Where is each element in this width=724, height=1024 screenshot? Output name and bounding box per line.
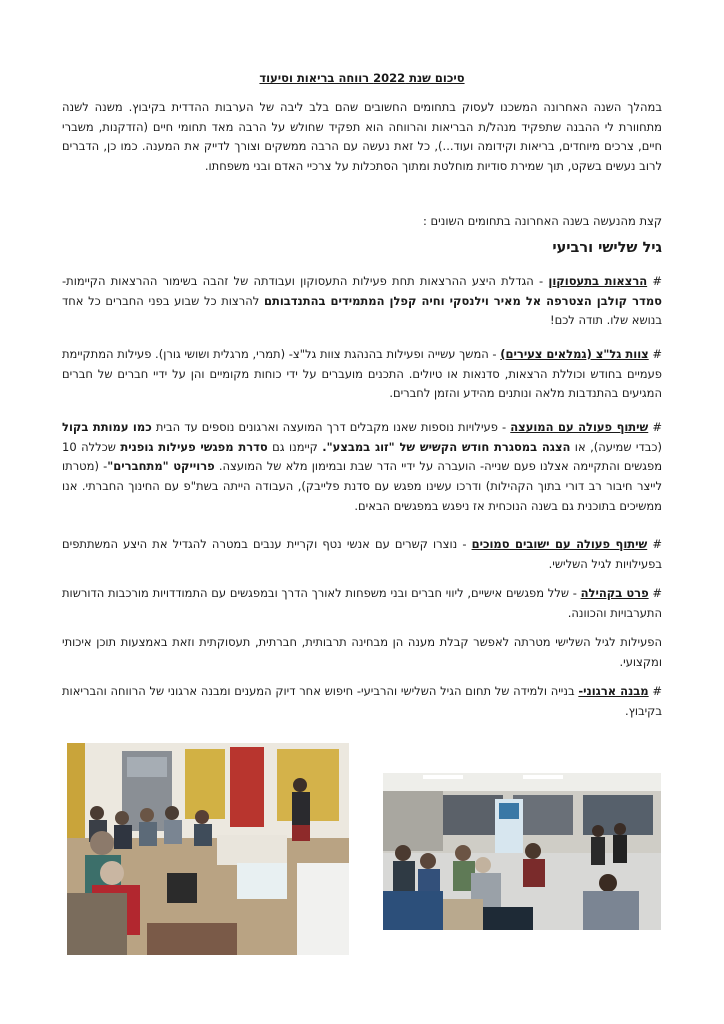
item-text: - פעילויות נוספות שאנו מקבלים דרך המועצה וארגונים נוספים עד הבית (151, 420, 511, 434)
item-text: בנייה ולמידה של תחום הגיל השלישי והרביעי- חיפוש אחר דיוק המענים ומבנה ארגוני של הרווחה והבריאות בקיבוץ. (62, 684, 662, 718)
lead-text: קצת מהנעשה בשנה האחרונה בתחומים השונים : (423, 214, 662, 228)
item-text: (כבדי שמיעה), או (570, 439, 662, 454)
item-org-structure (62, 682, 662, 721)
item-text: - (מטרתו לייצר חיבור רב דורי בתוך הקהילות) ודרכו עשינו מפגש עם סדנת פלייבק), העבודה הייתה בשת"פ עם החינוך החברתי. אנו ממשיכים בתוכנית גם בשנה הנוכחית אז ניפגש במפגשים הבאים. (62, 459, 662, 513)
item-label: שיתוף פעולה עם ישובים סמוכים (471, 537, 648, 551)
item-text: שכללה 10 מפגשים והתקיימה אצלנו פעם שנייה- הועברה על ידיי הדר שבת ובמימון מלא של המועצה. (62, 439, 663, 474)
item-text: - שלל מפגשים אישיים, ליווי חברים ובני משפחות לאורך הדרך ובמפגשים עם התמודדויות מורכבות הדורשות התערבויות והכוונה. (62, 586, 662, 620)
item-text: להרצות כל שבוע בפני החברים כל אחד בנושא שלו. תודה לכם! (62, 293, 662, 328)
item-hash: # (648, 586, 663, 600)
item-hash: # (647, 274, 662, 288)
item-galatz-team (62, 345, 662, 404)
photo-lecture-room (67, 743, 349, 955)
item-text: קיימנו גם (267, 439, 323, 454)
item-hash: # (648, 684, 663, 698)
photo-icon (67, 743, 349, 955)
closing-paragraph: הפעילות לגיל השלישי מטרתה לאפשר קבלת מענה הן מבחינה תרבותית, חברתית, תעסוקתית וזאת באמצעות תוכן איכותי ומקצועי. (62, 635, 662, 669)
photo-icon (383, 773, 661, 930)
item-bold: כמו עמותת בקול (62, 420, 152, 434)
item-bold: הצגה במסגרת חודש הקשיש של "זוג במבצע". (322, 439, 571, 454)
item-lectures (62, 272, 662, 331)
photo-hall-meeting (383, 773, 661, 930)
page-title: סיכום שנת 2022 רווחה בריאות וסיעוד (259, 71, 465, 85)
item-nearby-settlements (62, 535, 662, 574)
section-heading: גיל שלישי ורביעי (552, 240, 662, 256)
item-hash: # (648, 347, 662, 361)
item-bold: סמדר קולבן הצטרפה אל מאיר וילנסקי וחיה קפלן המתמידים בהתנדבותם (263, 293, 662, 308)
item-hash: # (648, 420, 662, 434)
item-bold: סדרת מפגשי פעילות גופנית (120, 439, 268, 454)
item-text: - הגדלת היצע ההרצאות תחת פעילות התעסוקון ועבודתה של זהבה בשימור ההרצאות הקיימות- (62, 274, 549, 288)
item-text: - המשך עשייה ופעילות בהנהגת צוות גל"צ- (תמרי, מרגלית ושושי גורן). פעילות המתקיימת פעמיים בחודש וכוללת הרצאות, סדנאות או טיולים. התכנים מועברים על ידי כוחות מקומיים והן על ידיי חברים של חברים המגיעים בהתנדבות מלאה ונותנים מהידע והזמן לחברים. (62, 347, 662, 401)
item-label: שיתוף פעולה עם המועצה (510, 420, 649, 434)
item-individual-community (62, 584, 662, 623)
intro-paragraph: במהלך השנה האחרונה המשכנו לעסוק בתחומים החשובים שהם בלב ליבה של הערבות ההדדית בקיבוץ. משנה לשנה מתחוורת לי ההבנה שתפקיד מנהל/ת הבריאות והרווחה הוא תפקיד שחולש על הרבה מאד תחומי חיים (הזדקנות, משברי חיים, צרכים מיוחדים, בריאות וקידומה ועוד...), כל זאת נעשה עם הרבה ממשקים וצורך לדייק את המענה. כמו כן, הדברים לרוב נעשים בשקט, תוך שמירת סודיות מוחלטת ומתוך הסתכלות על צרכיי האדם ובני משפחתו. (62, 100, 662, 174)
item-label: הרצאות בתעסוקון (548, 274, 648, 288)
item-hash: # (647, 537, 662, 551)
item-label: פרט בקהילה (580, 586, 649, 600)
item-council-cooperation (62, 418, 662, 517)
item-bold: פרוייקט "מתחברים" (107, 459, 215, 474)
item-text: - נוצרו קשרים עם אנשי נטף וקריית ענבים במטרה להגדיל את היצע המשתתפים בפעילויות לגיל השלישי. (62, 537, 662, 571)
item-label: מבנה ארגוני- (578, 684, 649, 698)
item-label: צוות גל"צ (גמלאים צעירים) (500, 347, 649, 361)
